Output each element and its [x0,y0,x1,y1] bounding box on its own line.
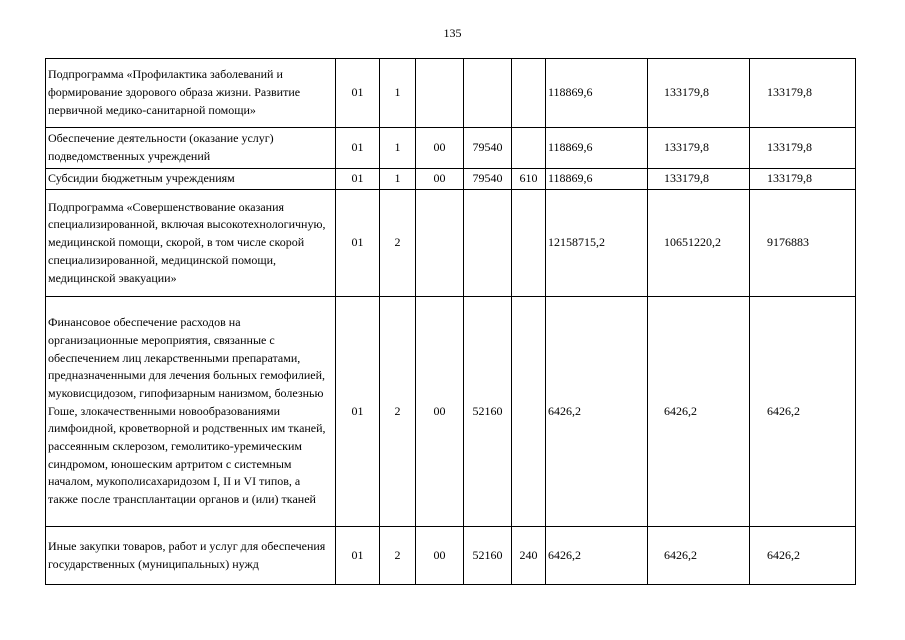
table-row [46,297,856,527]
code-type: 240 [512,527,546,585]
row-name: Финансовое обеспечение расходов на организационные мероприятия, связанные с обеспечением лиц лекарственными препаратами, предназначенными для лечения больных гемофилией, муковисцидозом, гипофизарным нанизмом, болезнью Гоше, злокачественными новообразованиями лимфоидной, кроветворной и родственных им тканей, рассеянным склерозом, гемолитико-уремическим синдромом, юношеским артритом с системным началом, мукополисахаридозом I, II и VI типов, а также после трансплантации органов и (или) тканей [46,297,336,527]
code-expense [464,59,512,128]
code-subprogram: 2 [380,297,416,527]
code-direction [416,59,464,128]
code-subprogram: 1 [380,128,416,169]
code-program: 01 [336,169,380,190]
amount-2: 6426,2 [648,527,750,585]
code-program: 01 [336,59,380,128]
code-subprogram: 2 [380,190,416,297]
table-row [46,169,856,190]
row-name: Обеспечение деятельности (оказание услуг) подведомственных учреждений [46,128,336,169]
amount-3: 133179,8 [750,169,856,190]
amount-3: 6426,2 [750,297,856,527]
code-type [512,190,546,297]
code-direction: 00 [416,128,464,169]
amount-2: 133179,8 [648,128,750,169]
amount-1: 118869,6 [546,128,648,169]
amount-3: 9176883 [750,190,856,297]
code-direction: 00 [416,169,464,190]
amount-2: 10651220,2 [648,190,750,297]
amount-2: 133179,8 [648,59,750,128]
code-direction [416,190,464,297]
code-program: 01 [336,527,380,585]
code-program: 01 [336,128,380,169]
amount-3: 133179,8 [750,59,856,128]
code-subprogram: 1 [380,169,416,190]
table-row [46,59,856,128]
amount-2: 6426,2 [648,297,750,527]
code-program: 01 [336,190,380,297]
amount-1: 6426,2 [546,527,648,585]
table-row [46,190,856,297]
code-expense: 52160 [464,527,512,585]
table-row [46,128,856,169]
amount-3: 133179,8 [750,128,856,169]
page-number: 135 [443,26,462,40]
amount-1: 6426,2 [546,297,648,527]
code-direction: 00 [416,527,464,585]
code-subprogram: 1 [380,59,416,128]
code-program: 01 [336,297,380,527]
amount-1: 118869,6 [546,169,648,190]
code-type: 610 [512,169,546,190]
row-name: Субсидии бюджетным учреждениям [46,169,336,190]
code-direction: 00 [416,297,464,527]
code-type [512,128,546,169]
amount-2: 133179,8 [648,169,750,190]
row-name: Подпрограмма «Совершенствование оказания специализированной, включая высокотехнологичную, медицинской помощи, скорой, в том числе скорой специализированной, медицинской помощи, медицинской эвакуации» [46,190,336,297]
row-name: Иные закупки товаров, работ и услуг для обеспечения государственных (муниципальных) нужд [46,527,336,585]
amount-1: 118869,6 [546,59,648,128]
code-expense: 79540 [464,128,512,169]
code-type [512,59,546,128]
code-type [512,297,546,527]
code-expense: 79540 [464,169,512,190]
row-name: Подпрограмма «Профилактика заболеваний и формирование здорового образа жизни. Развитие первичной медико-санитарной помощи» [46,59,336,128]
budget-table [45,58,856,585]
code-expense [464,190,512,297]
table-row [46,527,856,585]
code-subprogram: 2 [380,527,416,585]
code-expense: 52160 [464,297,512,527]
amount-1: 12158715,2 [546,190,648,297]
amount-3: 6426,2 [750,527,856,585]
